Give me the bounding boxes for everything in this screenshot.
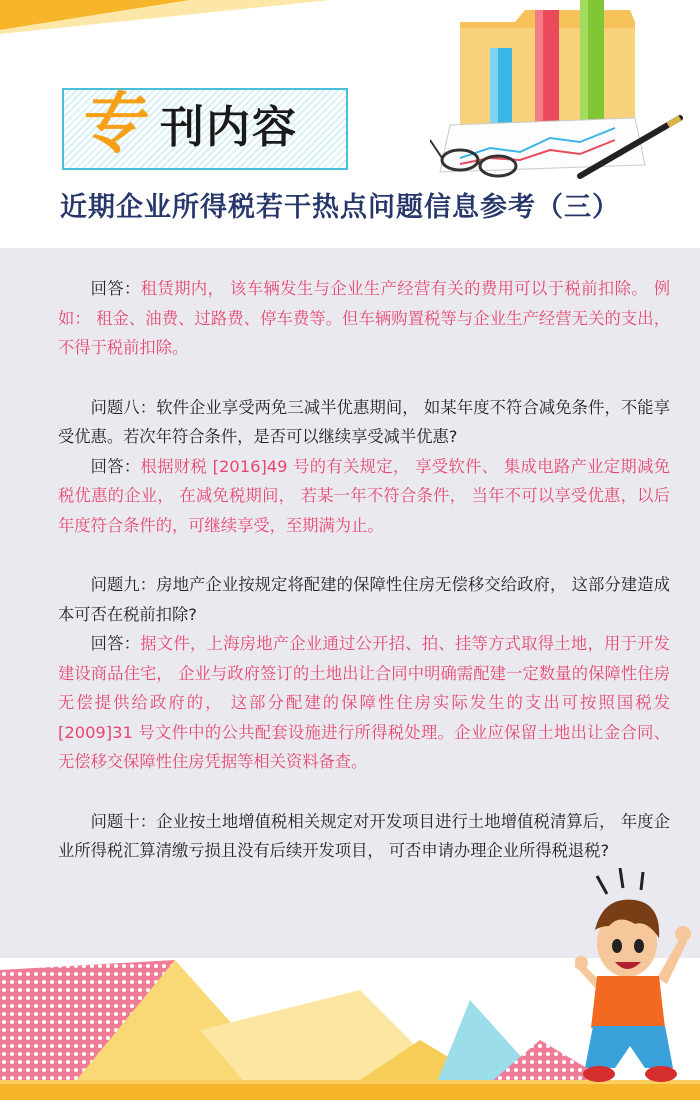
answer-label: 回答：: [90, 634, 141, 653]
title-highlight-char: 专: [76, 85, 142, 162]
answer-label: 回答：: [90, 456, 141, 476]
page-title: 刊内容: [160, 102, 298, 153]
question-label: 问题八：: [90, 397, 157, 417]
answer-label: 回答：: [90, 279, 141, 298]
question-text: 房地产企业按规定将配建的保障性住房无偿移交给政府， 这部分建造成本可否在税前扣除?: [58, 575, 670, 624]
question-label: 问题十：: [90, 811, 157, 831]
header: [0, 0, 700, 248]
answer-paragraph: [58, 629, 670, 777]
question-paragraph: [58, 393, 670, 452]
question-text: 企业按土地增值税相关规定对开发项目进行土地增值税清算后， 年度企业所得税汇算清缴亏损且没有后续开发项目， 可否申请办理企业所得税退税?: [58, 811, 670, 860]
question-text: 软件企业享受两免三减半优惠期间， 如某年度不符合减免条件，不能享受优惠。若次年符合条件，是否可以继续享受减半优惠?: [58, 397, 670, 446]
question-paragraph: [58, 570, 670, 629]
question-paragraph: [58, 807, 670, 866]
answer-text: 租赁期内， 该车辆发生与企业生产经营有关的费用可以于税前扣除。 例如： 租金、油费、过路费、停车费等。但车辆购置税等与企业生产经营无关的支出，不得于税前扣除。: [58, 279, 670, 357]
bar-chart-folder-icon: [430, 0, 700, 190]
answer-paragraph: [58, 274, 670, 363]
page-subtitle: 近期企业所得税若干热点问题信息参考（三）: [60, 192, 620, 223]
question-label: 问题九：: [90, 575, 157, 594]
answer-paragraph: [58, 452, 670, 541]
answer-text: 根据财税 [2016]49 号的有关规定， 享受软件、 集成电路产业定期减免税优惠的企业， 在减免税期间， 若某一年不符合条件， 当年不可以享受优惠，以后年度符合条件的，可继续享受，至期满为止。: [58, 456, 670, 535]
answer-text: 据文件，上海房地产企业通过公开招、拍、挂等方式取得土地，用于开发建设商品住宅， 企业与政府签订的土地出让合同中明确需配建一定数量的保障性住房无偿提供给政府的， 这部分配建的保障性住房实际发生的支出可按照国税发 [2009]31 号文件中的公共配套设施进行所得税处理。企业应保留土地出让金合同、无偿移交保障性住房凭据等相关资料备查。: [58, 634, 670, 771]
cartoon-boy-illustration: [575, 868, 700, 1093]
article-text: [58, 274, 670, 866]
